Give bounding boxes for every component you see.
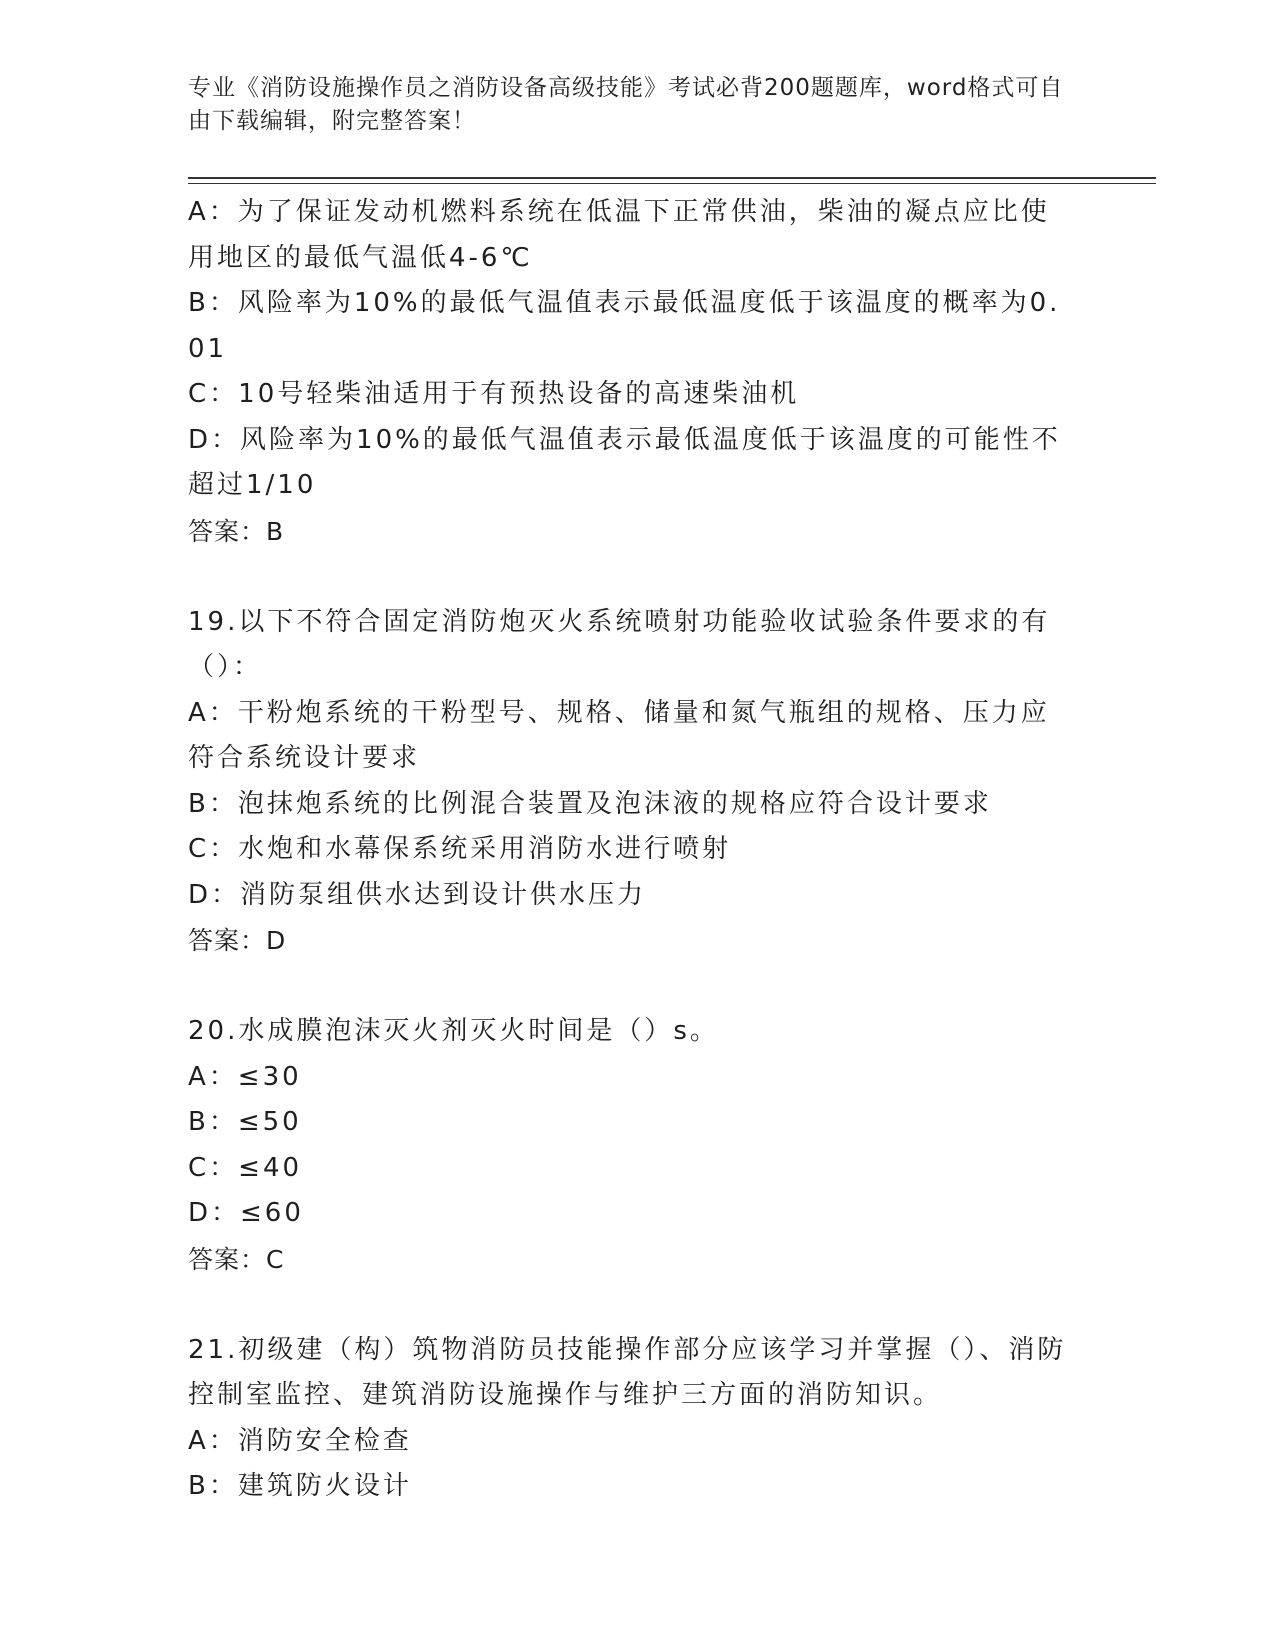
spacer [188, 964, 1078, 1010]
answer-line: 答案：C [188, 1244, 285, 1274]
question-stem: 19.以下不符合固定消防炮灭火系统喷射功能验收试验条件要求的有（）： [188, 606, 1051, 682]
option-a: A：干粉炮系统的干粉型号、规格、储量和氮气瓶组的规格、压力应符合系统设计要求 [188, 697, 1050, 773]
option-b: B：≤50 [188, 1107, 302, 1137]
question-18 [188, 190, 1078, 554]
question-20 [188, 1009, 1078, 1282]
option-c: C：10号轻柴油适用于有预热设备的高速柴油机 [188, 379, 800, 409]
question-list [188, 190, 1078, 1510]
question-stem: 20.水成膜泡沫灭火剂灭火时间是（）s。 [188, 1016, 719, 1046]
option-a: A：≤30 [188, 1061, 302, 1092]
option-c: C：水炮和水幕保系统采用消防水进行喷射 [188, 834, 732, 864]
option-a: A：消防安全检查 [188, 1425, 412, 1456]
header-divider-thick [188, 177, 1156, 179]
option-d: D：风险率为10%的最低气温值表示最低温度低于该温度的可能性不超过1/10 [188, 424, 1061, 500]
option-b: B：泡抹炮系统的比例混合装置及泡沫液的规格应符合设计要求 [188, 788, 992, 819]
document-header: 专业《消防设施操作员之消防设备高级技能》考试必背200题题库，word格式可自由下载编辑，附完整答案！ [188, 75, 1064, 134]
option-a: A：为了保证发动机燃料系统在低温下正常供油，柴油的凝点应比使用地区的最低气温低4-6℃ [188, 197, 1050, 273]
spacer [188, 1282, 1078, 1328]
question-21 [188, 1328, 1078, 1510]
option-c: C：≤40 [188, 1152, 303, 1183]
option-d: D：消防泵组供水达到设计供水压力 [188, 879, 647, 910]
spacer [188, 554, 1078, 600]
header-divider-thin [188, 183, 1156, 184]
option-d: D：≤60 [188, 1198, 304, 1228]
answer-line: 答案：D [188, 926, 287, 955]
answer-line: 答案：B [188, 516, 285, 546]
question-stem: 21.初级建（构）筑物消防员技能操作部分应该学习并掌握（）、消防控制室监控、建筑消防设施操作与维护三方面的消防知识。 [188, 1334, 1067, 1410]
question-19 [188, 600, 1078, 964]
option-b: B：建筑防火设计 [188, 1471, 412, 1501]
option-b: B：风险率为10%的最低气温值表示最低温度低于该温度的概率为0.01 [188, 288, 1061, 364]
